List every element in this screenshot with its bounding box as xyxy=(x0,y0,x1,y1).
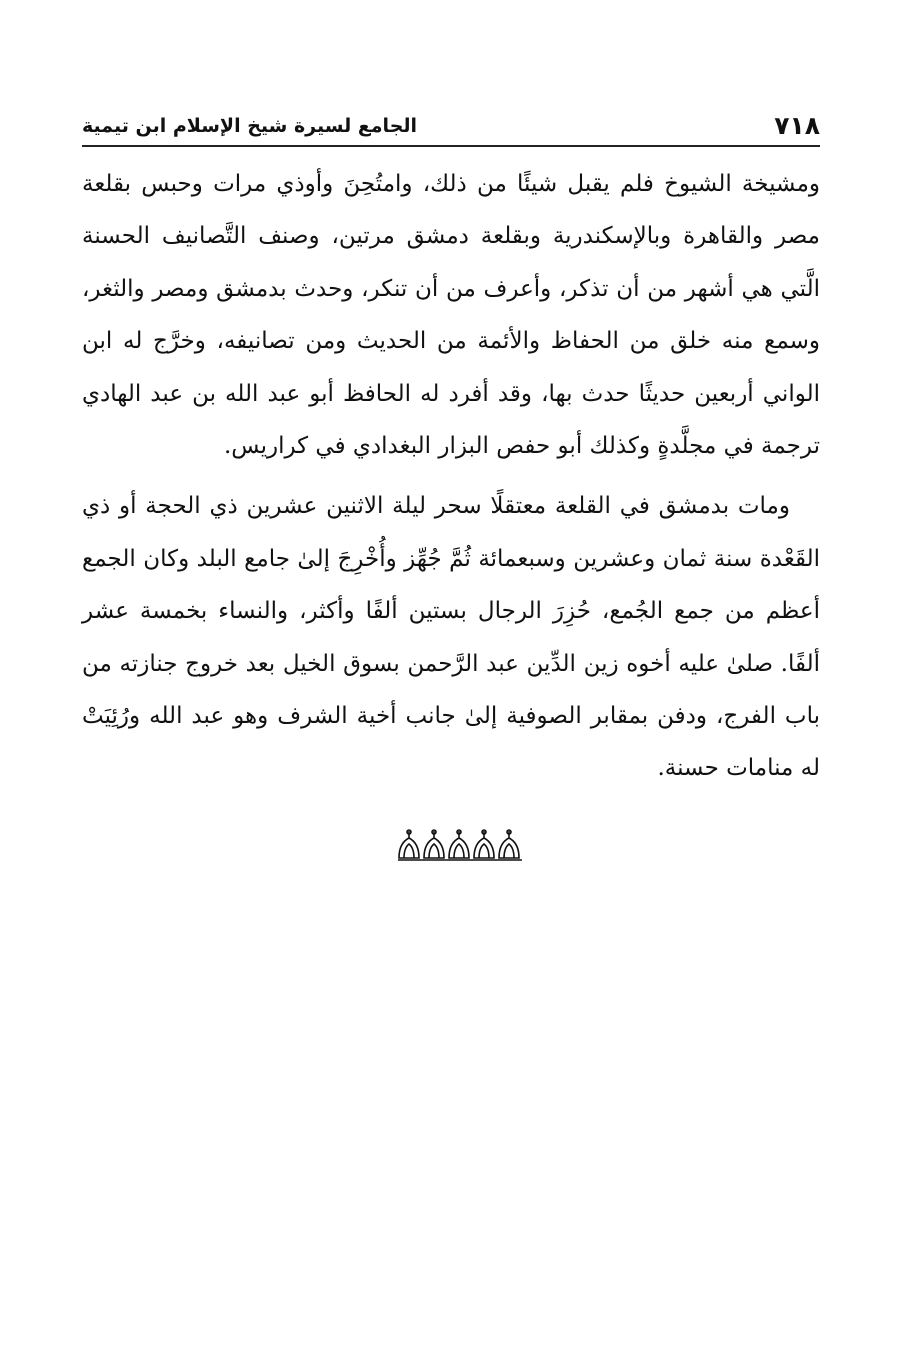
running-header xyxy=(82,108,820,144)
paragraph-1: ومشيخة الشيوخ فلم يقبل شيئًا من ذلك، وامتُحِنَ وأوذي مرات وحبس بقلعة مصر والقاهرة وبالإسكندرية وبقلعة دمشق مرتين، وصنف التَّصانيف الحسنة الَّتي هي أشهر من أن تذكر، وأعرف من أن تنكر، وحدث بدمشق ومصر والثغر، وسمع منه خلق من الحفاظ والأئمة من الحديث ومن تصانيفه، وخرَّج له ابن الواني أربعين حديثًا حدث بها، وقد أفرد له الحافظ أبو عبد الله بن عبد الهادي ترجمة في مجلَّدةٍ وكذلك أبو حفص البزار البغدادي في كراريس. xyxy=(82,171,820,460)
page-number: ٧١٨ xyxy=(774,111,820,140)
running-title: الجامع لسيرة شيخ الإسلام ابن تيمية xyxy=(82,115,418,137)
paragraph-2: ومات بدمشق في القلعة معتقلًا سحر ليلة الاثنين عشرين ذي الحجة أو ذي القَعْدة سنة ثمان وعشرين وسبعمائة ثُمَّ جُهِّز وأُخْرِجَ إلىٰ جامع البلد وكان الجمع أعظم من جمع الجُمع، حُزِرَ الرجال بستين ألفًا وأكثر، والنساء بخمسة عشر ألفًا. صلىٰ عليه أخوه زين الدِّين عبد الرَّحمن بسوق الخيل بعد خروج جنازته من باب الفرج، ودفن بمقابر الصوفية إلىٰ جانب أخية الشرف وهو عبد الله ورُئِيَتْ له منامات حسنة. xyxy=(82,493,820,782)
header-divider xyxy=(82,145,820,147)
body-text xyxy=(82,158,820,795)
floral-ornament-icon xyxy=(396,828,524,862)
